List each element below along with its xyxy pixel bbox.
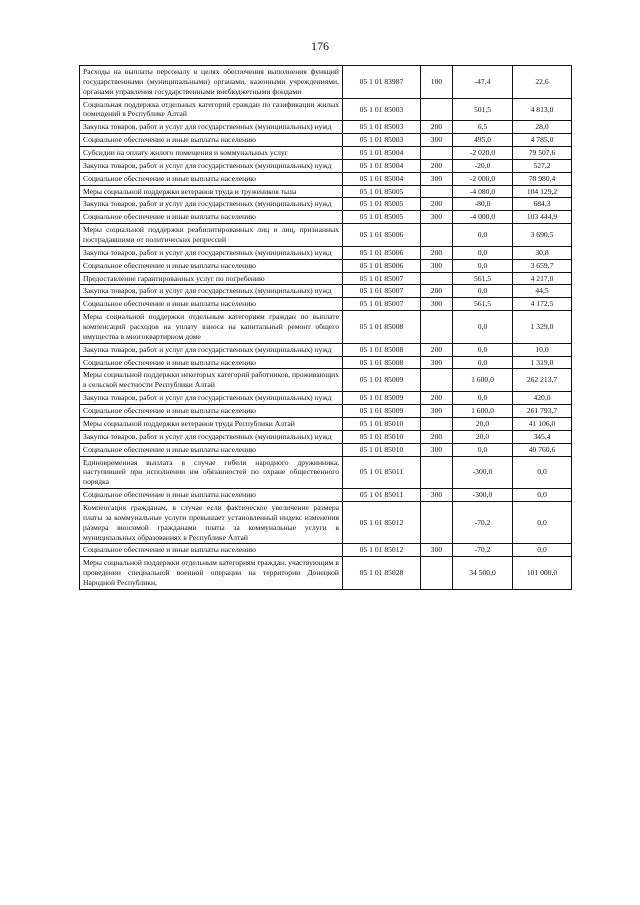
- total-amount-cell: 41 106,0: [513, 417, 572, 430]
- row-name-cell: Меры социальной поддержки некоторых категорий работников, проживающих в сельской местности Республики Алтай: [80, 369, 343, 392]
- table-row: [80, 134, 572, 147]
- table-row: [80, 456, 572, 489]
- change-amount-cell: 1 600,0: [453, 369, 513, 392]
- expense-type-cell: 200: [421, 392, 453, 405]
- row-name-cell: Меры социальной поддержки ветеранов труда и тружеников тыла: [80, 185, 343, 198]
- change-amount-cell: -80,0: [453, 198, 513, 211]
- expense-type-cell: [421, 224, 453, 247]
- budget-table-body: [80, 66, 572, 590]
- total-amount-cell: 101 000,0: [513, 557, 572, 590]
- table-row: [80, 443, 572, 456]
- change-amount-cell: -2 020,0: [453, 147, 513, 160]
- target-article-code-cell: 05 1 01 85008: [343, 356, 421, 369]
- table-row: [80, 121, 572, 134]
- total-amount-cell: 44,5: [513, 285, 572, 298]
- expense-type-cell: [421, 369, 453, 392]
- target-article-code-cell: 05 1 01 85009: [343, 369, 421, 392]
- table-row: [80, 298, 572, 311]
- total-amount-cell: 4 172,5: [513, 298, 572, 311]
- target-article-code-cell: 05 1 01 85003: [343, 134, 421, 147]
- expense-type-cell: [421, 272, 453, 285]
- expense-type-cell: [421, 501, 453, 543]
- change-amount-cell: -300,0: [453, 456, 513, 489]
- change-amount-cell: 20,0: [453, 430, 513, 443]
- row-name-cell: Закупка товаров, работ и услуг для государственных (муниципальных) нужд: [80, 198, 343, 211]
- target-article-code-cell: 05 1 01 85003: [343, 121, 421, 134]
- row-name-cell: Закупка товаров, работ и услуг для государственных (муниципальных) нужд: [80, 246, 343, 259]
- expense-type-cell: 300: [421, 259, 453, 272]
- target-article-code-cell: 05 1 01 85006: [343, 224, 421, 247]
- table-row: [80, 66, 572, 99]
- target-article-code-cell: 05 1 01 85003: [343, 98, 421, 121]
- total-amount-cell: 78 980,4: [513, 172, 572, 185]
- change-amount-cell: 501,5: [453, 98, 513, 121]
- table-row: [80, 311, 572, 344]
- change-amount-cell: 0,0: [453, 443, 513, 456]
- total-amount-cell: 345,4: [513, 430, 572, 443]
- table-row: [80, 557, 572, 590]
- total-amount-cell: 28,0: [513, 121, 572, 134]
- row-name-cell: Закупка товаров, работ и услуг для государственных (муниципальных) нужд: [80, 159, 343, 172]
- target-article-code-cell: 05 1 01 85028: [343, 557, 421, 590]
- target-article-code-cell: 05 1 01 85008: [343, 311, 421, 344]
- change-amount-cell: -70,2: [453, 501, 513, 543]
- total-amount-cell: 1 319,0: [513, 356, 572, 369]
- change-amount-cell: -70,2: [453, 544, 513, 557]
- target-article-code-cell: 05 1 01 85010: [343, 430, 421, 443]
- target-article-code-cell: 05 1 01 85012: [343, 544, 421, 557]
- target-article-code-cell: 05 1 01 83987: [343, 66, 421, 99]
- total-amount-cell: 1 329,0: [513, 311, 572, 344]
- total-amount-cell: 527,2: [513, 159, 572, 172]
- target-article-code-cell: 05 1 01 85007: [343, 285, 421, 298]
- row-name-cell: Закупка товаров, работ и услуг для государственных (муниципальных) нужд: [80, 392, 343, 405]
- expense-type-cell: 100: [421, 66, 453, 99]
- budget-table: [79, 65, 572, 590]
- total-amount-cell: 4 813,0: [513, 98, 572, 121]
- total-amount-cell: 104 129,2: [513, 185, 572, 198]
- change-amount-cell: 561,5: [453, 272, 513, 285]
- row-name-cell: Меры социальной поддержки отдельным категориям граждан по выплате компенсаций расходов на уплату взноса на капитальный ремонт общего имущества в многоквартирном доме: [80, 311, 343, 344]
- total-amount-cell: 420,0: [513, 392, 572, 405]
- change-amount-cell: 0,0: [453, 259, 513, 272]
- target-article-code-cell: 05 1 01 85010: [343, 417, 421, 430]
- table-row: [80, 272, 572, 285]
- row-name-cell: Закупка товаров, работ и услуг для государственных (муниципальных) нужд: [80, 121, 343, 134]
- change-amount-cell: 34 500,0: [453, 557, 513, 590]
- table-row: [80, 544, 572, 557]
- expense-type-cell: [421, 557, 453, 590]
- change-amount-cell: 0,0: [453, 285, 513, 298]
- row-name-cell: Компенсация гражданам, в случае если фактическое увеличение размера платы за коммунальные услуги превышает установленный индекс изменения размера вносимой гражданами платы за коммунальные услуги в муниципальных образованиях в Республике Алтай: [80, 501, 343, 543]
- table-row: [80, 489, 572, 502]
- row-name-cell: Предоставление гарантированных услуг по погребению: [80, 272, 343, 285]
- table-row: [80, 246, 572, 259]
- table-row: [80, 172, 572, 185]
- row-name-cell: Расходы на выплаты персоналу в целях обеспечения выполнения функций государственными (муниципальными) органами, казенными учреждениями, органами управления государственными внебюджетными фондами: [80, 66, 343, 99]
- target-article-code-cell: 05 1 01 85006: [343, 259, 421, 272]
- row-name-cell: Меры социальной поддержки ветеранов труда Республики Алтай: [80, 417, 343, 430]
- expense-type-cell: 200: [421, 343, 453, 356]
- total-amount-cell: 0,0: [513, 489, 572, 502]
- total-amount-cell: 103 444,9: [513, 211, 572, 224]
- target-article-code-cell: 05 1 01 85004: [343, 147, 421, 160]
- target-article-code-cell: 05 1 01 85010: [343, 443, 421, 456]
- row-name-cell: Социальное обеспечение и иные выплаты населению: [80, 489, 343, 502]
- expense-type-cell: 200: [421, 198, 453, 211]
- expense-type-cell: 300: [421, 489, 453, 502]
- table-row: [80, 98, 572, 121]
- change-amount-cell: 0,0: [453, 246, 513, 259]
- expense-type-cell: 300: [421, 544, 453, 557]
- target-article-code-cell: 05 1 01 85011: [343, 456, 421, 489]
- total-amount-cell: 4 217,0: [513, 272, 572, 285]
- row-name-cell: Единовременная выплата в случае гибели народного дружинника, наступившей при исполнении им обязанностей по охране общественного порядка: [80, 456, 343, 489]
- table-row: [80, 343, 572, 356]
- table-row: [80, 430, 572, 443]
- expense-type-cell: [421, 417, 453, 430]
- row-name-cell: Социальное обеспечение и иные выплаты населению: [80, 356, 343, 369]
- table-row: [80, 159, 572, 172]
- total-amount-cell: 262 213,7: [513, 369, 572, 392]
- expense-type-cell: 300: [421, 211, 453, 224]
- target-article-code-cell: 05 1 01 85009: [343, 392, 421, 405]
- expense-type-cell: [421, 185, 453, 198]
- change-amount-cell: -300,0: [453, 489, 513, 502]
- row-name-cell: Меры социальной поддержки реабилитированных лиц и лиц, признанных пострадавшими от политических репрессий: [80, 224, 343, 247]
- row-name-cell: Субсидии на оплату жилого помещения и коммунальных услуг: [80, 147, 343, 160]
- expense-type-cell: 300: [421, 405, 453, 418]
- row-name-cell: Социальное обеспечение и иные выплаты населению: [80, 298, 343, 311]
- target-article-code-cell: 05 1 01 85011: [343, 489, 421, 502]
- row-name-cell: Закупка товаров, работ и услуг для государственных (муниципальных) нужд: [80, 343, 343, 356]
- change-amount-cell: 20,0: [453, 417, 513, 430]
- expense-type-cell: 200: [421, 430, 453, 443]
- expense-type-cell: 300: [421, 172, 453, 185]
- row-name-cell: Меры социальной поддержки отдельным категориям граждан, участвующим в проведении специальной военной операции на территории Донецкой Народной Республики,: [80, 557, 343, 590]
- target-article-code-cell: 05 1 01 85005: [343, 198, 421, 211]
- total-amount-cell: 4 785,0: [513, 134, 572, 147]
- change-amount-cell: -20,0: [453, 159, 513, 172]
- row-name-cell: Закупка товаров, работ и услуг для государственных (муниципальных) нужд: [80, 430, 343, 443]
- expense-type-cell: 300: [421, 356, 453, 369]
- row-name-cell: Социальное обеспечение и иные выплаты населению: [80, 172, 343, 185]
- expense-type-cell: [421, 98, 453, 121]
- total-amount-cell: 79 507,6: [513, 147, 572, 160]
- expense-type-cell: [421, 311, 453, 344]
- total-amount-cell: 0,0: [513, 456, 572, 489]
- change-amount-cell: 495,0: [453, 134, 513, 147]
- page-number: 176: [311, 39, 329, 53]
- expense-type-cell: 200: [421, 246, 453, 259]
- target-article-code-cell: 05 1 01 85006: [343, 246, 421, 259]
- row-name-cell: Закупка товаров, работ и услуг для государственных (муниципальных) нужд: [80, 285, 343, 298]
- total-amount-cell: 22,6: [513, 66, 572, 99]
- table-row: [80, 224, 572, 247]
- table-row: [80, 185, 572, 198]
- table-row: [80, 369, 572, 392]
- total-amount-cell: 3 690,5: [513, 224, 572, 247]
- table-row: [80, 405, 572, 418]
- total-amount-cell: 40 760,6: [513, 443, 572, 456]
- total-amount-cell: 30,8: [513, 246, 572, 259]
- expense-type-cell: 300: [421, 298, 453, 311]
- target-article-code-cell: 05 1 01 85012: [343, 501, 421, 543]
- change-amount-cell: 0,0: [453, 311, 513, 344]
- target-article-code-cell: 05 1 01 85004: [343, 172, 421, 185]
- change-amount-cell: 561,5: [453, 298, 513, 311]
- row-name-cell: Социальное обеспечение и иные выплаты населению: [80, 544, 343, 557]
- table-row: [80, 147, 572, 160]
- table-row: [80, 211, 572, 224]
- total-amount-cell: 3 659,7: [513, 259, 572, 272]
- table-row: [80, 198, 572, 211]
- change-amount-cell: 0,0: [453, 392, 513, 405]
- change-amount-cell: -2 000,0: [453, 172, 513, 185]
- target-article-code-cell: 05 1 01 85005: [343, 185, 421, 198]
- total-amount-cell: 0,0: [513, 544, 572, 557]
- target-article-code-cell: 05 1 01 85008: [343, 343, 421, 356]
- expense-type-cell: [421, 456, 453, 489]
- table-row: [80, 392, 572, 405]
- row-name-cell: Социальная поддержка отдельных категорий граждан по газификации жилых помещений в Республике Алтай: [80, 98, 343, 121]
- row-name-cell: Социальное обеспечение и иные выплаты населению: [80, 259, 343, 272]
- expense-type-cell: [421, 147, 453, 160]
- target-article-code-cell: 05 1 01 85009: [343, 405, 421, 418]
- change-amount-cell: 6,5: [453, 121, 513, 134]
- target-article-code-cell: 05 1 01 85007: [343, 298, 421, 311]
- change-amount-cell: -4 080,0: [453, 185, 513, 198]
- table-row: [80, 285, 572, 298]
- expense-type-cell: 200: [421, 159, 453, 172]
- total-amount-cell: 0,0: [513, 501, 572, 543]
- table-row: [80, 417, 572, 430]
- table-row: [80, 501, 572, 543]
- total-amount-cell: 10,0: [513, 343, 572, 356]
- change-amount-cell: 1 600,0: [453, 405, 513, 418]
- target-article-code-cell: 05 1 01 85004: [343, 159, 421, 172]
- table-row: [80, 259, 572, 272]
- expense-type-cell: 300: [421, 134, 453, 147]
- row-name-cell: Социальное обеспечение и иные выплаты населению: [80, 134, 343, 147]
- total-amount-cell: 684,3: [513, 198, 572, 211]
- expense-type-cell: 300: [421, 443, 453, 456]
- target-article-code-cell: 05 1 01 85007: [343, 272, 421, 285]
- target-article-code-cell: 05 1 01 85005: [343, 211, 421, 224]
- expense-type-cell: 200: [421, 121, 453, 134]
- row-name-cell: Социальное обеспечение и иные выплаты населению: [80, 443, 343, 456]
- change-amount-cell: -4 000,0: [453, 211, 513, 224]
- table-row: [80, 356, 572, 369]
- total-amount-cell: 261 793,7: [513, 405, 572, 418]
- change-amount-cell: 0,0: [453, 356, 513, 369]
- change-amount-cell: 0,0: [453, 343, 513, 356]
- row-name-cell: Социальное обеспечение и иные выплаты населению: [80, 405, 343, 418]
- row-name-cell: Социальное обеспечение и иные выплаты населению: [80, 211, 343, 224]
- change-amount-cell: -47,4: [453, 66, 513, 99]
- expense-type-cell: 200: [421, 285, 453, 298]
- change-amount-cell: 0,0: [453, 224, 513, 247]
